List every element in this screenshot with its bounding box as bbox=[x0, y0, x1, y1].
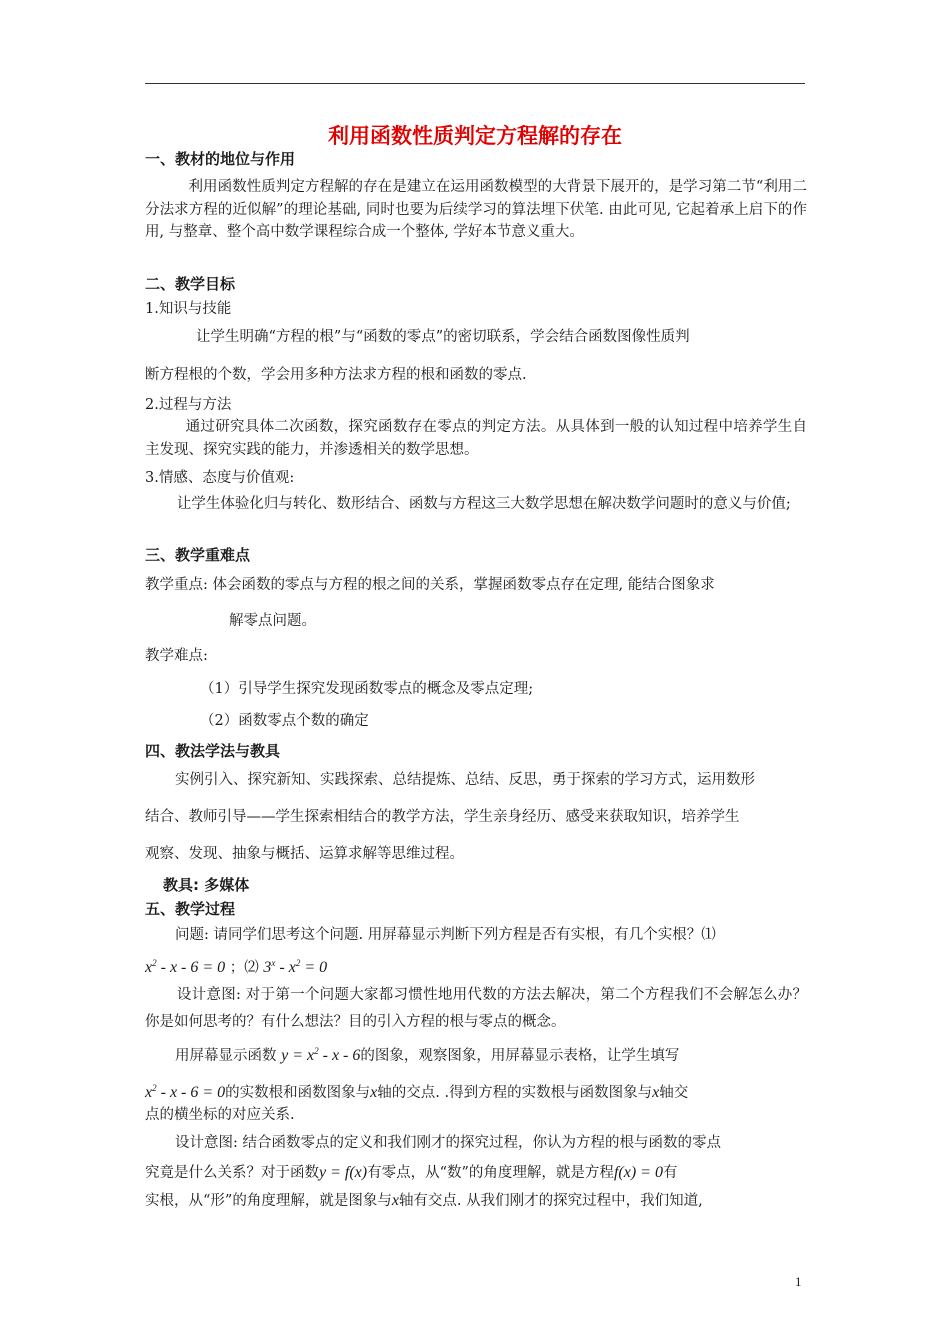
equation-fx: f(x) = 0 bbox=[613, 1164, 663, 1181]
equation-1: $x^2 - x - 6 = 0$ bbox=[145, 958, 226, 976]
goal-1-line-1: 让学生明确“方程的根”与“函数的零点”的密切联系，学会结合函数图像性质判 bbox=[196, 329, 690, 345]
equation-quadratic: $x^2 - x - 6 = 0$ bbox=[145, 1083, 226, 1101]
difficulty-item-1: （1）引导学生探究发现函数零点的概念及零点定理; bbox=[200, 681, 534, 697]
design-3-line-3: 实根，从“形”的角度理解，就是图象与x轴有交点. 从我们刚才的探究过程中，我们知道, bbox=[145, 1192, 703, 1209]
section-2-heading: 二、教学目标 bbox=[145, 275, 236, 293]
goal-2-paragraph: 通过研究具体二次函数，探究函数存在零点的判定方法。从具体到一般的认知过程中培养学生自主发现、探究实践的能力，并渗透相关的数学思想。 bbox=[145, 419, 807, 458]
header-rule bbox=[145, 83, 805, 84]
goal-1-label: 1.知识与技能 bbox=[145, 301, 232, 317]
question-line-1: 问题: 请同学们思考这个问题. 用屏幕显示判断下列方程是否有实根，有几个实根？⑴ bbox=[175, 927, 716, 943]
design-2-line-3: 点的横坐标的对应关系. bbox=[145, 1107, 295, 1123]
design-3-line-2: 究竟是什么关系？对于函数y = f(x)有零点，从“数”的角度理解，就是方程f(x) = 0有 bbox=[145, 1164, 678, 1181]
function-fx: y = f(x) bbox=[319, 1164, 368, 1181]
methods-line-3: 观察、发现、抽象与概括、运算求解等思维过程。 bbox=[145, 846, 464, 862]
section-5-heading: 五、教学过程 bbox=[145, 900, 236, 918]
teaching-tools: 教具: 多媒体 bbox=[163, 876, 250, 894]
section-4-heading: 四、教法学法与教具 bbox=[145, 742, 281, 760]
goal-3-label: 3.情感、态度与价值观: bbox=[145, 470, 295, 486]
difficulty-item-2: （2）函数零点个数的确定 bbox=[200, 713, 369, 729]
design-2-line-2: $x^2 - x - 6 = 0$的实数根和函数图象与x轴的交点. .得到方程的实数根与函数图象与x轴交 bbox=[145, 1083, 689, 1101]
design-intent-1: 设计意图: 对于第一个问题大家都习惯性地用代数的方法去解决，第二个方程我们不会解怎么办？你是如何思考的？有什么想法？目的引入方程的根与零点的概念。 bbox=[145, 987, 807, 1030]
section-3-heading: 三、教学重难点 bbox=[145, 546, 251, 564]
document-title: 利用函数性质判定方程解的存在 bbox=[328, 124, 622, 148]
design-2-line-1: 用屏幕显示函数 $y = x^2 - x - 6$的图象，观察图象，用屏幕显示表格，让学生填写 bbox=[175, 1046, 680, 1064]
goal-2-label: 2.过程与方法 bbox=[145, 397, 232, 413]
question-equations bbox=[145, 952, 327, 979]
difficulty-label: 教学难点: bbox=[145, 648, 208, 664]
methods-line-2: 结合、教师引导——学生探索相结合的教学方法，学生亲身经历、感受来获取知识，培养学生 bbox=[145, 809, 740, 825]
page-number: 1 bbox=[795, 1274, 802, 1289]
section-1-heading: 一、教材的地位与作用 bbox=[145, 150, 296, 168]
equation-2: $3^x - x^2 = 0$ bbox=[263, 958, 328, 976]
goal-1-line-2: 断方程根的个数，学会用多种方法求方程的根和函数的零点. bbox=[145, 367, 527, 383]
design-3-line-1: 设计意图: 结合函数零点的定义和我们刚才的探究过程，你认为方程的根与函数的零点 bbox=[175, 1135, 721, 1151]
key-point-line-2: 解零点问题。 bbox=[229, 613, 316, 629]
methods-line-1: 实例引入、探究新知、实践探索、总结提炼、总结、反思，勇于探索的学习方式，运用数形 bbox=[175, 772, 755, 788]
equation-separator: ；⑵ bbox=[229, 960, 259, 976]
function-expression: $y = x^2 - x - 6$ bbox=[281, 1046, 361, 1064]
goal-3-paragraph: 让学生体验化归与转化、数形结合、函数与方程这三大数学思想在解决数学问题时的意义与价值; bbox=[176, 496, 791, 512]
section-1-paragraph: 利用函数性质判定方程解的存在是建立在运用函数模型的大背景下展开的，是学习第二节“利用二分法求方程的近似解”的理论基础, 同时也要为后续学习的算法埋下伏笔. 由此可见, 它起着承上启下的作用, 与整章、整个高中数学课程综合成一个整体, 学好本节意义重大。 bbox=[145, 179, 807, 240]
key-point-line-1: 教学重点: 体会函数的零点与方程的根之间的关系，掌握函数零点存在定理, 能结合图象求 bbox=[145, 577, 715, 593]
